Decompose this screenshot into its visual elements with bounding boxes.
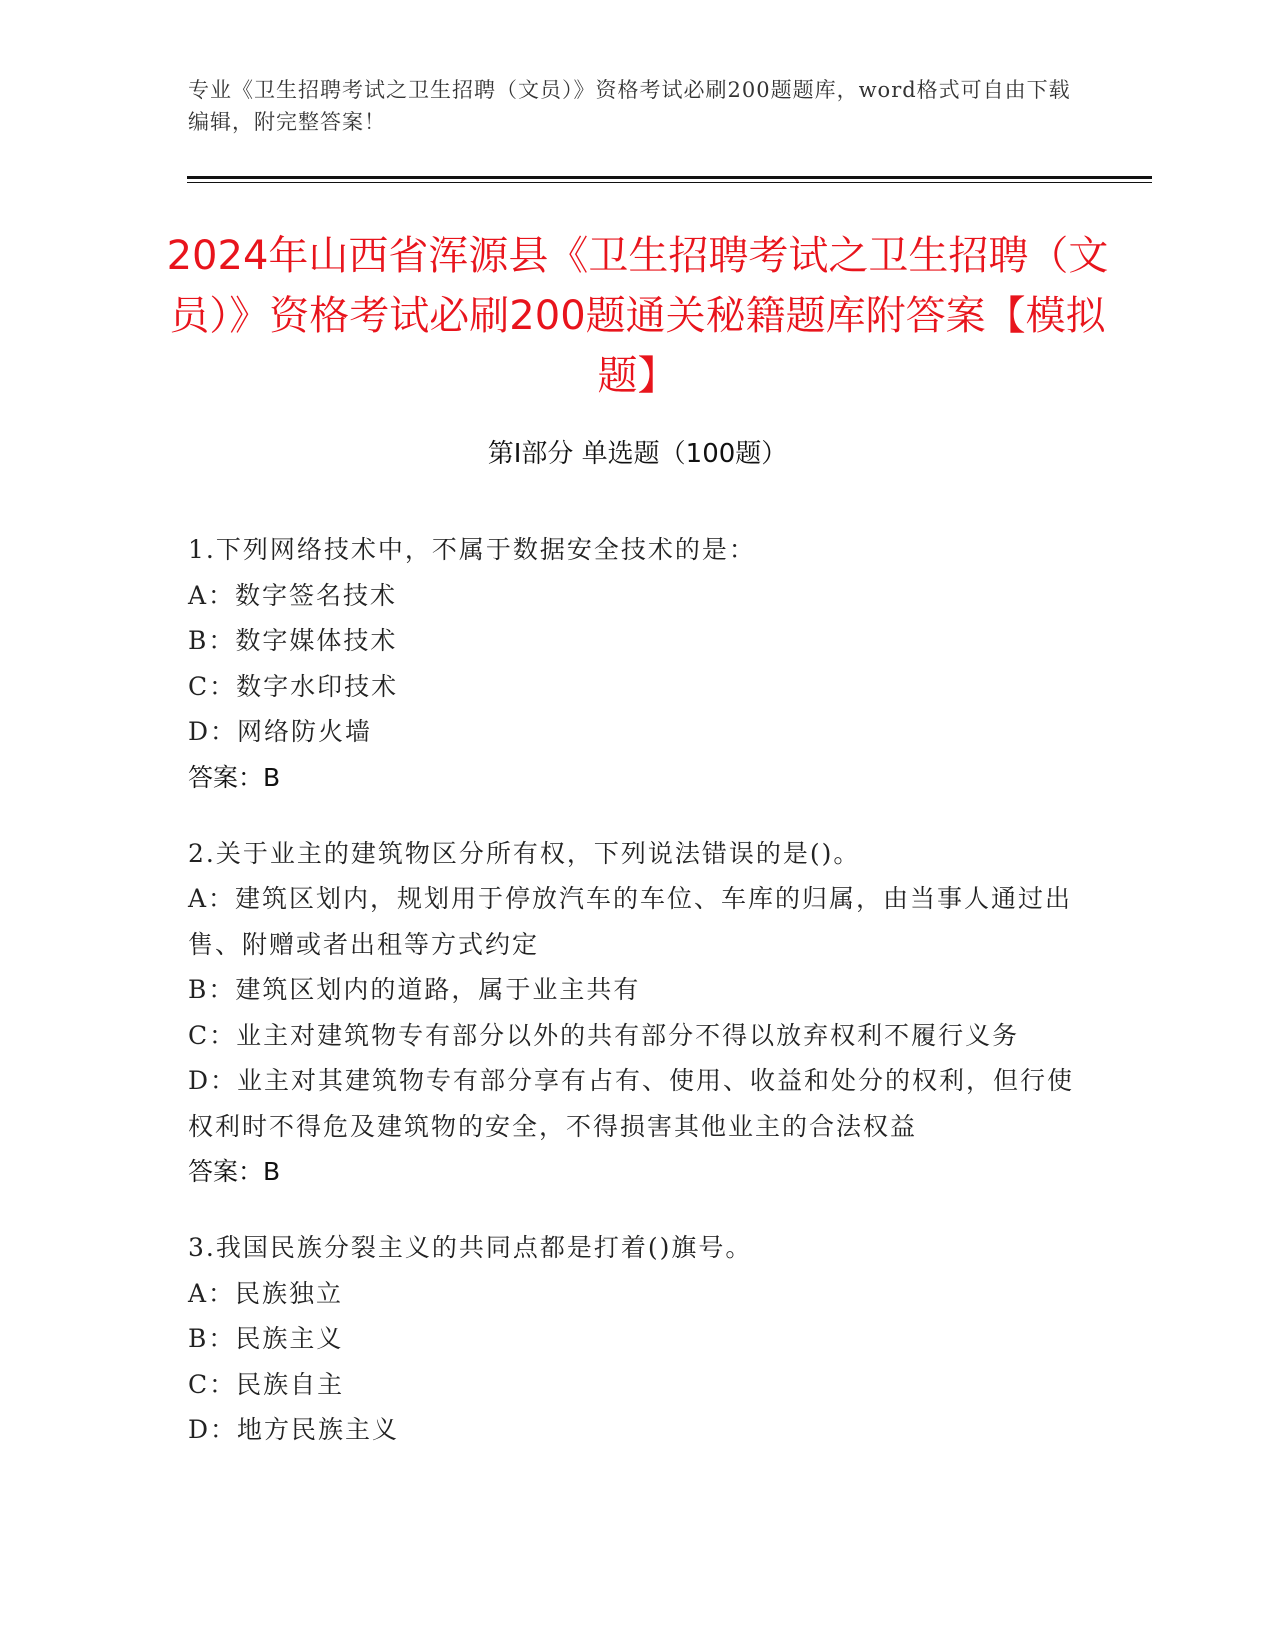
option-d: D：业主对其建筑物专有部分享有占有、使用、收益和处分的权利，但行使权利时不得危及建筑物的安全，不得损害其他业主的合法权益 <box>188 1066 1075 1141</box>
answer-line: 答案：B <box>188 762 281 792</box>
question-3 <box>188 1225 1078 1453</box>
question-list <box>188 527 1078 1484</box>
option-b: B：数字媒体技术 <box>188 626 398 655</box>
question-2 <box>188 831 1078 1195</box>
option-b: B：建筑区划内的道路，属于业主共有 <box>188 975 641 1004</box>
option-c: C：民族自主 <box>188 1369 345 1399</box>
option-c: C：数字水印技术 <box>188 671 399 701</box>
question-1 <box>188 527 1078 800</box>
answer-line: 答案：B <box>188 1157 281 1186</box>
header-rule-thick <box>187 176 1152 179</box>
question-stem: 2.关于业主的建筑物区分所有权，下列说法错误的是()。 <box>188 838 861 868</box>
question-stem: 3.我国民族分裂主义的共同点都是打着()旗号。 <box>188 1233 753 1262</box>
option-b: B：民族主义 <box>188 1324 344 1353</box>
option-a: A：数字签名技术 <box>188 580 398 610</box>
question-stem: 1.下列网络技术中，不属于数据安全技术的是： <box>188 535 756 564</box>
option-a: A：民族独立 <box>188 1278 344 1308</box>
header-rule-thin <box>187 182 1152 183</box>
option-c: C：业主对建筑物专有部分以外的共有部分不得以放弃权利不履行义务 <box>188 1020 1020 1050</box>
option-d: D：网络防火墙 <box>188 717 373 746</box>
page-title: 2024年山西省浑源县《卫生招聘考试之卫生招聘（文员）》资格考试必刷200题通关秘籍题库附答案【模拟题】 <box>166 233 1109 399</box>
section-title: 第Ⅰ部分 单选题（100题） <box>487 439 788 469</box>
option-a: A：建筑区划内，规划用于停放汽车的车位、车库的归属，由当事人通过出售、附赠或者出租等方式约定 <box>188 884 1073 959</box>
header-note: 专业《卫生招聘考试之卫生招聘（文员）》资格考试必刷200题题库，word格式可自由下载编辑，附完整答案！ <box>188 78 1071 134</box>
option-d: D：地方民族主义 <box>188 1415 400 1444</box>
